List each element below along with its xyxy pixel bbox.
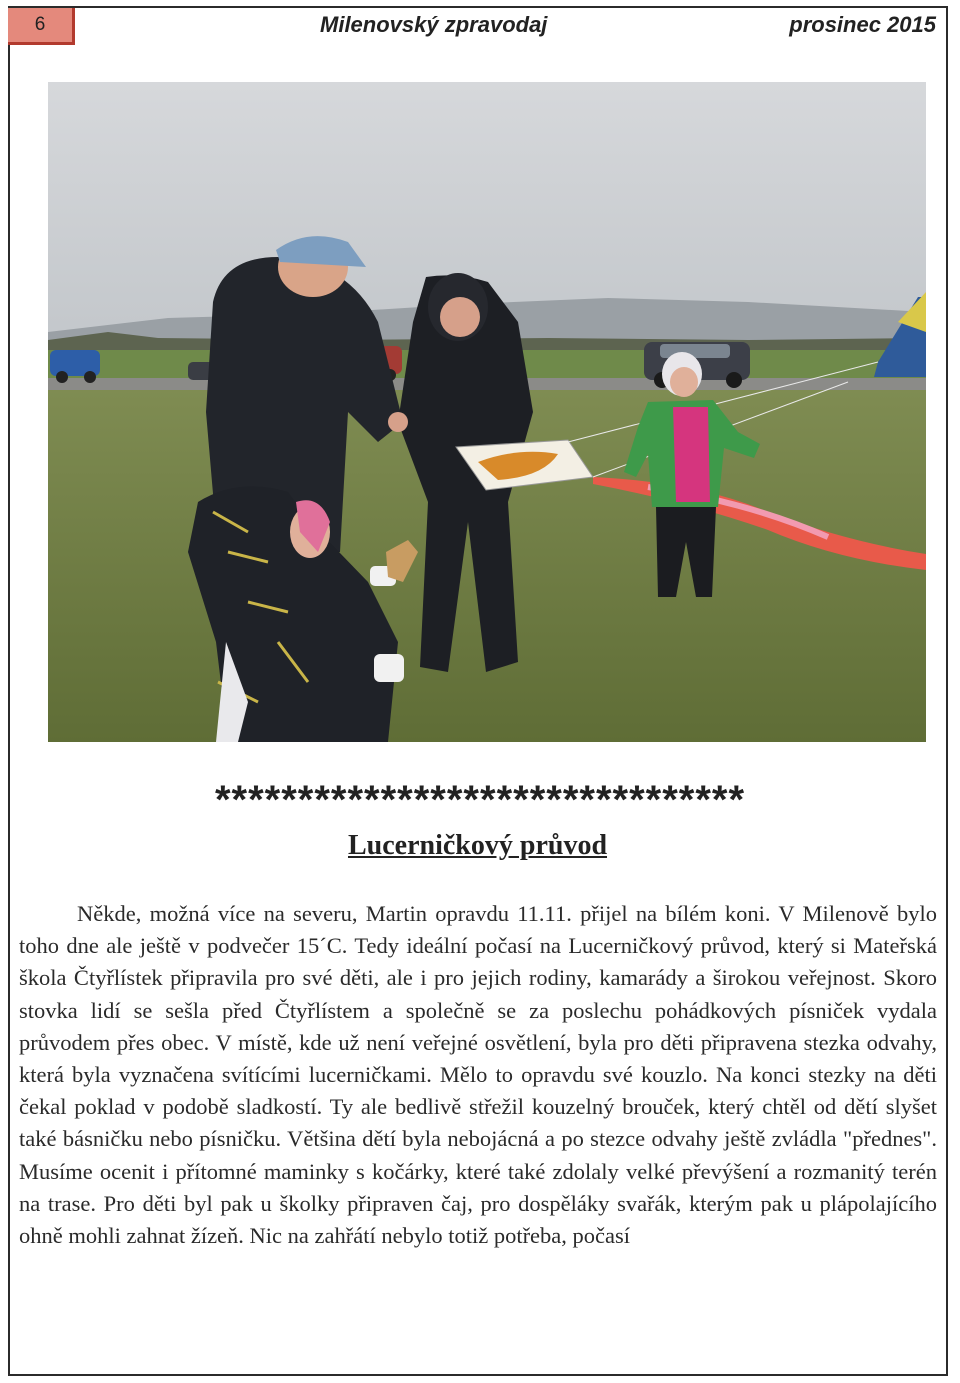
article-title: Lucerničkový průvod	[347, 830, 608, 861]
issue-date: prosinec 2015	[789, 12, 936, 37]
article-body	[19, 898, 937, 1252]
separator: ********************************	[214, 778, 746, 822]
photo-kite-flying	[48, 82, 926, 742]
page-number: 6	[8, 8, 75, 45]
publication-title: Milenovský zpravodaj	[320, 12, 548, 37]
article-text: Někde, možná více na severu, Martin opravdu 11.11. přijel na bílém koni. V Milenově bylo toho dne ale ještě v podvečer 15´C. Tedy ideální počasí na Lucerničkový průvod, který si Mateřská škola Čtyřlístek připravila pro své děti, ale i pro jejich rodiny, kamarády a širokou veřejnost. Skoro stovka lidí se sešla před Čtyřlístem a společně se za poslechu pohádkových písniček vydala průvodem přes obec. V místě, kde už není veřejné osvětlení, byla pro děti připravena stezka odvahy, která byla vyznačena svítícími lucerničkami. Mělo to opravdu své kouzlo. Na konci stezky na děti čekal poklad v podobě sladkostí. Ty ale bedlivě střežil kouzelný brouček, který chtěl od dětí slyšet také básničku nebo písničku. Většina dětí byla nebojácná a po stezce odvahy ještě zvládla "přednes". Musíme ocenit i přítomné maminky s kočárky, které také zdolaly velké převýšení a rozmanitý terén na trase. Pro děti byl pak u školky připraven čaj, pro dospěláky svařák, kterým pak u plápolajícího ohně mohli zahnat žízeň. Nic na zahřátí nebylo totiž potřeba, počasí	[19, 901, 937, 1249]
kite-photo	[48, 82, 926, 742]
